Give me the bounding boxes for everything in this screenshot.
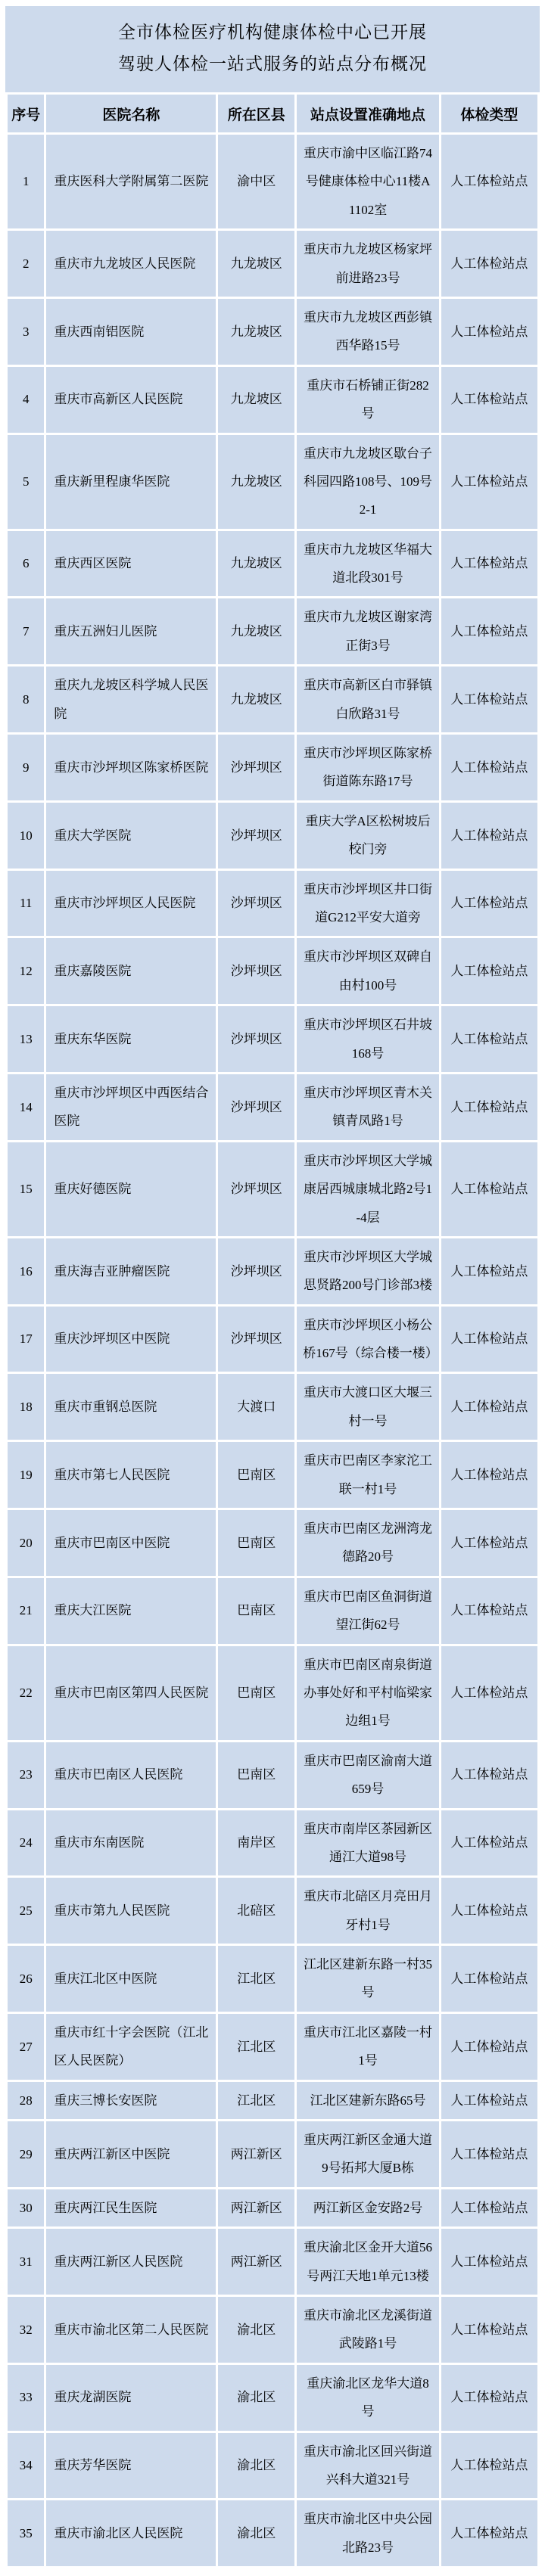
cell-district: 两江新区 — [218, 2189, 294, 2226]
cell-address: 重庆市沙坪坝区石井坡168号 — [297, 1006, 439, 1072]
table-row — [8, 1878, 537, 1944]
cell-address: 重庆渝北区金开大道56号两江天地1单元13楼 — [297, 2229, 439, 2295]
table-row — [8, 1646, 537, 1740]
cell-index: 2 — [8, 231, 44, 297]
cell-hospital-name: 重庆市沙坪坝区人民医院 — [46, 871, 216, 937]
station-distribution-table — [5, 92, 540, 2568]
table-row — [8, 1810, 537, 1876]
cell-index: 22 — [8, 1646, 44, 1740]
cell-district: 渝北区 — [218, 2297, 294, 2363]
cell-exam-type: 人工体检站点 — [441, 2189, 537, 2226]
table-row — [8, 938, 537, 1004]
cell-exam-type: 人工体检站点 — [441, 667, 537, 732]
cell-exam-type: 人工体检站点 — [441, 735, 537, 800]
cell-district: 九龙坡区 — [218, 598, 294, 664]
cell-hospital-name: 重庆市巴南区中医院 — [46, 1510, 216, 1576]
cell-hospital-name: 重庆两江民生医院 — [46, 2189, 216, 2226]
cell-hospital-name: 重庆嘉陵医院 — [46, 938, 216, 1004]
cell-address: 重庆市高新区白市驿镇白欣路31号 — [297, 667, 439, 732]
cell-exam-type: 人工体检站点 — [441, 435, 537, 529]
cell-address: 重庆市九龙坡区谢家湾正街3号 — [297, 598, 439, 664]
cell-district: 巴南区 — [218, 1742, 294, 1808]
cell-index: 10 — [8, 803, 44, 869]
cell-exam-type: 人工体检站点 — [441, 299, 537, 365]
table-row — [8, 2121, 537, 2187]
table-row — [8, 1006, 537, 1072]
cell-district: 渝中区 — [218, 135, 294, 228]
cell-district: 九龙坡区 — [218, 531, 294, 597]
table-row — [8, 598, 537, 664]
cell-index: 18 — [8, 1374, 44, 1440]
cell-exam-type: 人工体检站点 — [441, 803, 537, 869]
cell-hospital-name: 重庆市渝北区人民医院 — [46, 2500, 216, 2566]
table-row — [8, 2082, 537, 2119]
cell-index: 9 — [8, 735, 44, 800]
cell-index: 7 — [8, 598, 44, 664]
cell-index: 14 — [8, 1074, 44, 1140]
table-row — [8, 1946, 537, 2012]
cell-address: 重庆市沙坪坝区双碑自由村100号 — [297, 938, 439, 1004]
cell-address: 重庆市渝中区临江路74号健康体检中心11楼A1102室 — [297, 135, 439, 228]
cell-address: 重庆市巴南区南泉街道办事处好和平村临梁家边组1号 — [297, 1646, 439, 1740]
cell-address: 重庆市沙坪坝区陈家桥街道陈东路17号 — [297, 735, 439, 800]
cell-district: 九龙坡区 — [218, 435, 294, 529]
cell-hospital-name: 重庆大江医院 — [46, 1578, 216, 1644]
table-row — [8, 871, 537, 937]
cell-index: 6 — [8, 531, 44, 597]
cell-district: 九龙坡区 — [218, 667, 294, 732]
table-row — [8, 2229, 537, 2295]
cell-address: 重庆市沙坪坝区大学城康居西城康城北路2号1-4层 — [297, 1142, 439, 1236]
cell-district: 北碚区 — [218, 1878, 294, 1944]
cell-hospital-name: 重庆市东南医院 — [46, 1810, 216, 1876]
cell-index: 19 — [8, 1442, 44, 1508]
cell-exam-type: 人工体检站点 — [441, 2433, 537, 2499]
cell-exam-type: 人工体检站点 — [441, 2121, 537, 2187]
col-header-exam-type: 体检类型 — [441, 95, 537, 132]
cell-exam-type: 人工体检站点 — [441, 2014, 537, 2080]
cell-exam-type: 人工体检站点 — [441, 1510, 537, 1576]
cell-district: 江北区 — [218, 2082, 294, 2119]
cell-district: 江北区 — [218, 2014, 294, 2080]
cell-district: 渝北区 — [218, 2500, 294, 2566]
cell-exam-type: 人工体检站点 — [441, 1307, 537, 1372]
cell-address: 重庆市石桥铺正街282号 — [297, 367, 439, 433]
table-row — [8, 1442, 537, 1508]
cell-address: 重庆大学A区松树坡后校门旁 — [297, 803, 439, 869]
cell-hospital-name: 重庆大学医院 — [46, 803, 216, 869]
table-row — [8, 231, 537, 297]
cell-district: 巴南区 — [218, 1646, 294, 1740]
cell-index: 33 — [8, 2365, 44, 2431]
cell-address: 重庆市南岸区茶园新区通江大道98号 — [297, 1810, 439, 1876]
cell-district: 沙坪坝区 — [218, 938, 294, 1004]
cell-hospital-name: 重庆西区医院 — [46, 531, 216, 597]
table-row — [8, 367, 537, 433]
cell-district: 沙坪坝区 — [218, 1307, 294, 1372]
cell-hospital-name: 重庆芳华医院 — [46, 2433, 216, 2499]
cell-index: 3 — [8, 299, 44, 365]
cell-address: 江北区建新东路一村35号 — [297, 1946, 439, 2012]
cell-exam-type: 人工体检站点 — [441, 1578, 537, 1644]
cell-hospital-name: 重庆两江新区中医院 — [46, 2121, 216, 2187]
table-row — [8, 803, 537, 869]
cell-district: 南岸区 — [218, 1810, 294, 1876]
cell-district: 两江新区 — [218, 2229, 294, 2295]
cell-exam-type: 人工体检站点 — [441, 2229, 537, 2295]
cell-exam-type: 人工体检站点 — [441, 1374, 537, 1440]
cell-index: 13 — [8, 1006, 44, 1072]
cell-address: 重庆市大渡口区大堰三村一号 — [297, 1374, 439, 1440]
cell-index: 17 — [8, 1307, 44, 1372]
table-row — [8, 1742, 537, 1808]
cell-index: 26 — [8, 1946, 44, 2012]
table-row — [8, 2189, 537, 2226]
cell-district: 两江新区 — [218, 2121, 294, 2187]
cell-index: 29 — [8, 2121, 44, 2187]
cell-address: 重庆市沙坪坝区青木关镇青凤路1号 — [297, 1074, 439, 1140]
cell-district: 沙坪坝区 — [218, 871, 294, 937]
cell-exam-type: 人工体检站点 — [441, 1646, 537, 1740]
table-row — [8, 667, 537, 732]
cell-index: 34 — [8, 2433, 44, 2499]
cell-exam-type: 人工体检站点 — [441, 2297, 537, 2363]
cell-address: 重庆市渝北区中央公园北路23号 — [297, 2500, 439, 2566]
cell-address: 江北区建新东路65号 — [297, 2082, 439, 2119]
cell-exam-type: 人工体检站点 — [441, 135, 537, 228]
document-title-line-1: 全市体检医疗机构健康体检中心已开展 — [118, 23, 427, 42]
cell-address: 重庆渝北区龙华大道8号 — [297, 2365, 439, 2431]
table-row — [8, 531, 537, 597]
cell-district: 渝北区 — [218, 2365, 294, 2431]
cell-hospital-name: 重庆市九龙坡区人民医院 — [46, 231, 216, 297]
cell-hospital-name: 重庆好德医院 — [46, 1142, 216, 1236]
cell-hospital-name: 重庆市高新区人民医院 — [46, 367, 216, 433]
cell-hospital-name: 重庆龙湖医院 — [46, 2365, 216, 2431]
cell-exam-type: 人工体检站点 — [441, 367, 537, 433]
table-row — [8, 1238, 537, 1304]
cell-exam-type: 人工体检站点 — [441, 1238, 537, 1304]
cell-hospital-name: 重庆九龙坡区科学城人民医院 — [46, 667, 216, 732]
cell-index: 23 — [8, 1742, 44, 1808]
cell-exam-type: 人工体检站点 — [441, 871, 537, 937]
cell-district: 沙坪坝区 — [218, 1142, 294, 1236]
cell-index: 8 — [8, 667, 44, 732]
cell-address: 重庆市渝北区龙溪街道武陵路1号 — [297, 2297, 439, 2363]
cell-exam-type: 人工体检站点 — [441, 1442, 537, 1508]
cell-exam-type: 人工体检站点 — [441, 2365, 537, 2431]
cell-index: 32 — [8, 2297, 44, 2363]
table-row — [8, 2014, 537, 2080]
cell-hospital-name: 重庆市沙坪坝区中西医结合医院 — [46, 1074, 216, 1140]
cell-index: 24 — [8, 1810, 44, 1876]
cell-exam-type: 人工体检站点 — [441, 598, 537, 664]
cell-address: 重庆市九龙坡区华福大道北段301号 — [297, 531, 439, 597]
cell-exam-type: 人工体检站点 — [441, 1946, 537, 2012]
cell-address: 重庆市沙坪坝区大学城思贤路200号门诊部3楼 — [297, 1238, 439, 1304]
cell-exam-type: 人工体检站点 — [441, 1142, 537, 1236]
cell-hospital-name: 重庆市巴南区第四人民医院 — [46, 1646, 216, 1740]
cell-index: 27 — [8, 2014, 44, 2080]
table-row — [8, 2433, 537, 2499]
table-row — [8, 1578, 537, 1644]
cell-district: 沙坪坝区 — [218, 803, 294, 869]
document-title-line-2: 驾驶人体检一站式服务的站点分布概况 — [118, 54, 427, 73]
cell-district: 沙坪坝区 — [218, 1238, 294, 1304]
table-row — [8, 2365, 537, 2431]
cell-hospital-name: 重庆市巴南区人民医院 — [46, 1742, 216, 1808]
cell-district: 江北区 — [218, 1946, 294, 2012]
cell-hospital-name: 重庆市第九人民医院 — [46, 1878, 216, 1944]
cell-index: 4 — [8, 367, 44, 433]
table-row — [8, 435, 537, 529]
cell-hospital-name: 重庆西南铝医院 — [46, 299, 216, 365]
cell-index: 21 — [8, 1578, 44, 1644]
cell-hospital-name: 重庆三博长安医院 — [46, 2082, 216, 2119]
col-header-district: 所在区县 — [218, 95, 294, 132]
table-row — [8, 735, 537, 800]
table-row — [8, 135, 537, 228]
cell-exam-type: 人工体检站点 — [441, 531, 537, 597]
cell-hospital-name: 重庆五洲妇儿医院 — [46, 598, 216, 664]
table-row — [8, 2500, 537, 2566]
cell-index: 16 — [8, 1238, 44, 1304]
cell-address: 重庆市渝北区回兴街道兴科大道321号 — [297, 2433, 439, 2499]
cell-address: 重庆市巴南区李家沱工联一村1号 — [297, 1442, 439, 1508]
cell-district: 沙坪坝区 — [218, 1006, 294, 1072]
col-header-hospital-name: 医院名称 — [46, 95, 216, 132]
cell-district: 巴南区 — [218, 1510, 294, 1576]
document-title — [5, 6, 540, 92]
cell-address: 两江新区金安路2号 — [297, 2189, 439, 2226]
cell-district: 沙坪坝区 — [218, 1074, 294, 1140]
cell-hospital-name: 重庆新里程康华医院 — [46, 435, 216, 529]
cell-index: 25 — [8, 1878, 44, 1944]
cell-hospital-name: 重庆医科大学附属第二医院 — [46, 135, 216, 228]
col-header-index: 序号 — [8, 95, 44, 132]
table-row — [8, 1142, 537, 1236]
cell-hospital-name: 重庆江北区中医院 — [46, 1946, 216, 2012]
cell-index: 5 — [8, 435, 44, 529]
cell-index: 1 — [8, 135, 44, 228]
cell-address: 重庆市巴南区鱼洞街道望江街62号 — [297, 1578, 439, 1644]
cell-exam-type: 人工体检站点 — [441, 231, 537, 297]
cell-exam-type: 人工体检站点 — [441, 1074, 537, 1140]
table-row — [8, 299, 537, 365]
cell-address: 重庆市江北区嘉陵一村1号 — [297, 2014, 439, 2080]
cell-address: 重庆市北碚区月亮田月牙村1号 — [297, 1878, 439, 1944]
cell-district: 九龙坡区 — [218, 231, 294, 297]
cell-exam-type: 人工体检站点 — [441, 1006, 537, 1072]
cell-exam-type: 人工体检站点 — [441, 2082, 537, 2119]
cell-index: 12 — [8, 938, 44, 1004]
cell-exam-type: 人工体检站点 — [441, 2500, 537, 2566]
table-row — [8, 1307, 537, 1372]
cell-hospital-name: 重庆沙坪坝区中医院 — [46, 1307, 216, 1372]
cell-address: 重庆市九龙坡区歇台子科园四路108号、109号2-1 — [297, 435, 439, 529]
cell-hospital-name: 重庆市渝北区第二人民医院 — [46, 2297, 216, 2363]
cell-hospital-name: 重庆两江新区人民医院 — [46, 2229, 216, 2295]
cell-address: 重庆市沙坪坝区小杨公桥167号（综合楼一楼） — [297, 1307, 439, 1372]
table-header-row — [8, 95, 537, 132]
cell-index: 11 — [8, 871, 44, 937]
cell-hospital-name: 重庆海吉亚肿瘤医院 — [46, 1238, 216, 1304]
cell-hospital-name: 重庆市红十字会医院（江北区人民医院） — [46, 2014, 216, 2080]
cell-district: 渝北区 — [218, 2433, 294, 2499]
cell-exam-type: 人工体检站点 — [441, 1742, 537, 1808]
cell-district: 巴南区 — [218, 1578, 294, 1644]
cell-district: 巴南区 — [218, 1442, 294, 1508]
table-row — [8, 1074, 537, 1140]
cell-exam-type: 人工体检站点 — [441, 1878, 537, 1944]
cell-exam-type: 人工体检站点 — [441, 938, 537, 1004]
cell-exam-type: 人工体检站点 — [441, 1810, 537, 1876]
table-row — [8, 2297, 537, 2363]
cell-district: 沙坪坝区 — [218, 735, 294, 800]
cell-address: 重庆市巴南区渝南大道659号 — [297, 1742, 439, 1808]
cell-hospital-name: 重庆市沙坪坝区陈家桥医院 — [46, 735, 216, 800]
cell-index: 35 — [8, 2500, 44, 2566]
table-row — [8, 1510, 537, 1576]
cell-index: 28 — [8, 2082, 44, 2119]
cell-address: 重庆市九龙坡区杨家坪前进路23号 — [297, 231, 439, 297]
cell-district: 九龙坡区 — [218, 299, 294, 365]
table-row — [8, 1374, 537, 1440]
cell-hospital-name: 重庆东华医院 — [46, 1006, 216, 1072]
cell-district: 九龙坡区 — [218, 367, 294, 433]
cell-index: 15 — [8, 1142, 44, 1236]
cell-index: 31 — [8, 2229, 44, 2295]
cell-index: 30 — [8, 2189, 44, 2226]
hospital-table-body — [8, 135, 537, 2566]
cell-address: 重庆两江新区金通大道9号拓邦大厦B栋 — [297, 2121, 439, 2187]
cell-district: 大渡口 — [218, 1374, 294, 1440]
cell-address: 重庆市沙坪坝区井口街道G212平安大道旁 — [297, 871, 439, 937]
cell-address: 重庆市九龙坡区西彭镇西华路15号 — [297, 299, 439, 365]
cell-index: 20 — [8, 1510, 44, 1576]
col-header-address: 站点设置准确地点 — [297, 95, 439, 132]
cell-hospital-name: 重庆市第七人民医院 — [46, 1442, 216, 1508]
cell-address: 重庆市巴南区龙洲湾龙德路20号 — [297, 1510, 439, 1576]
cell-hospital-name: 重庆市重钢总医院 — [46, 1374, 216, 1440]
